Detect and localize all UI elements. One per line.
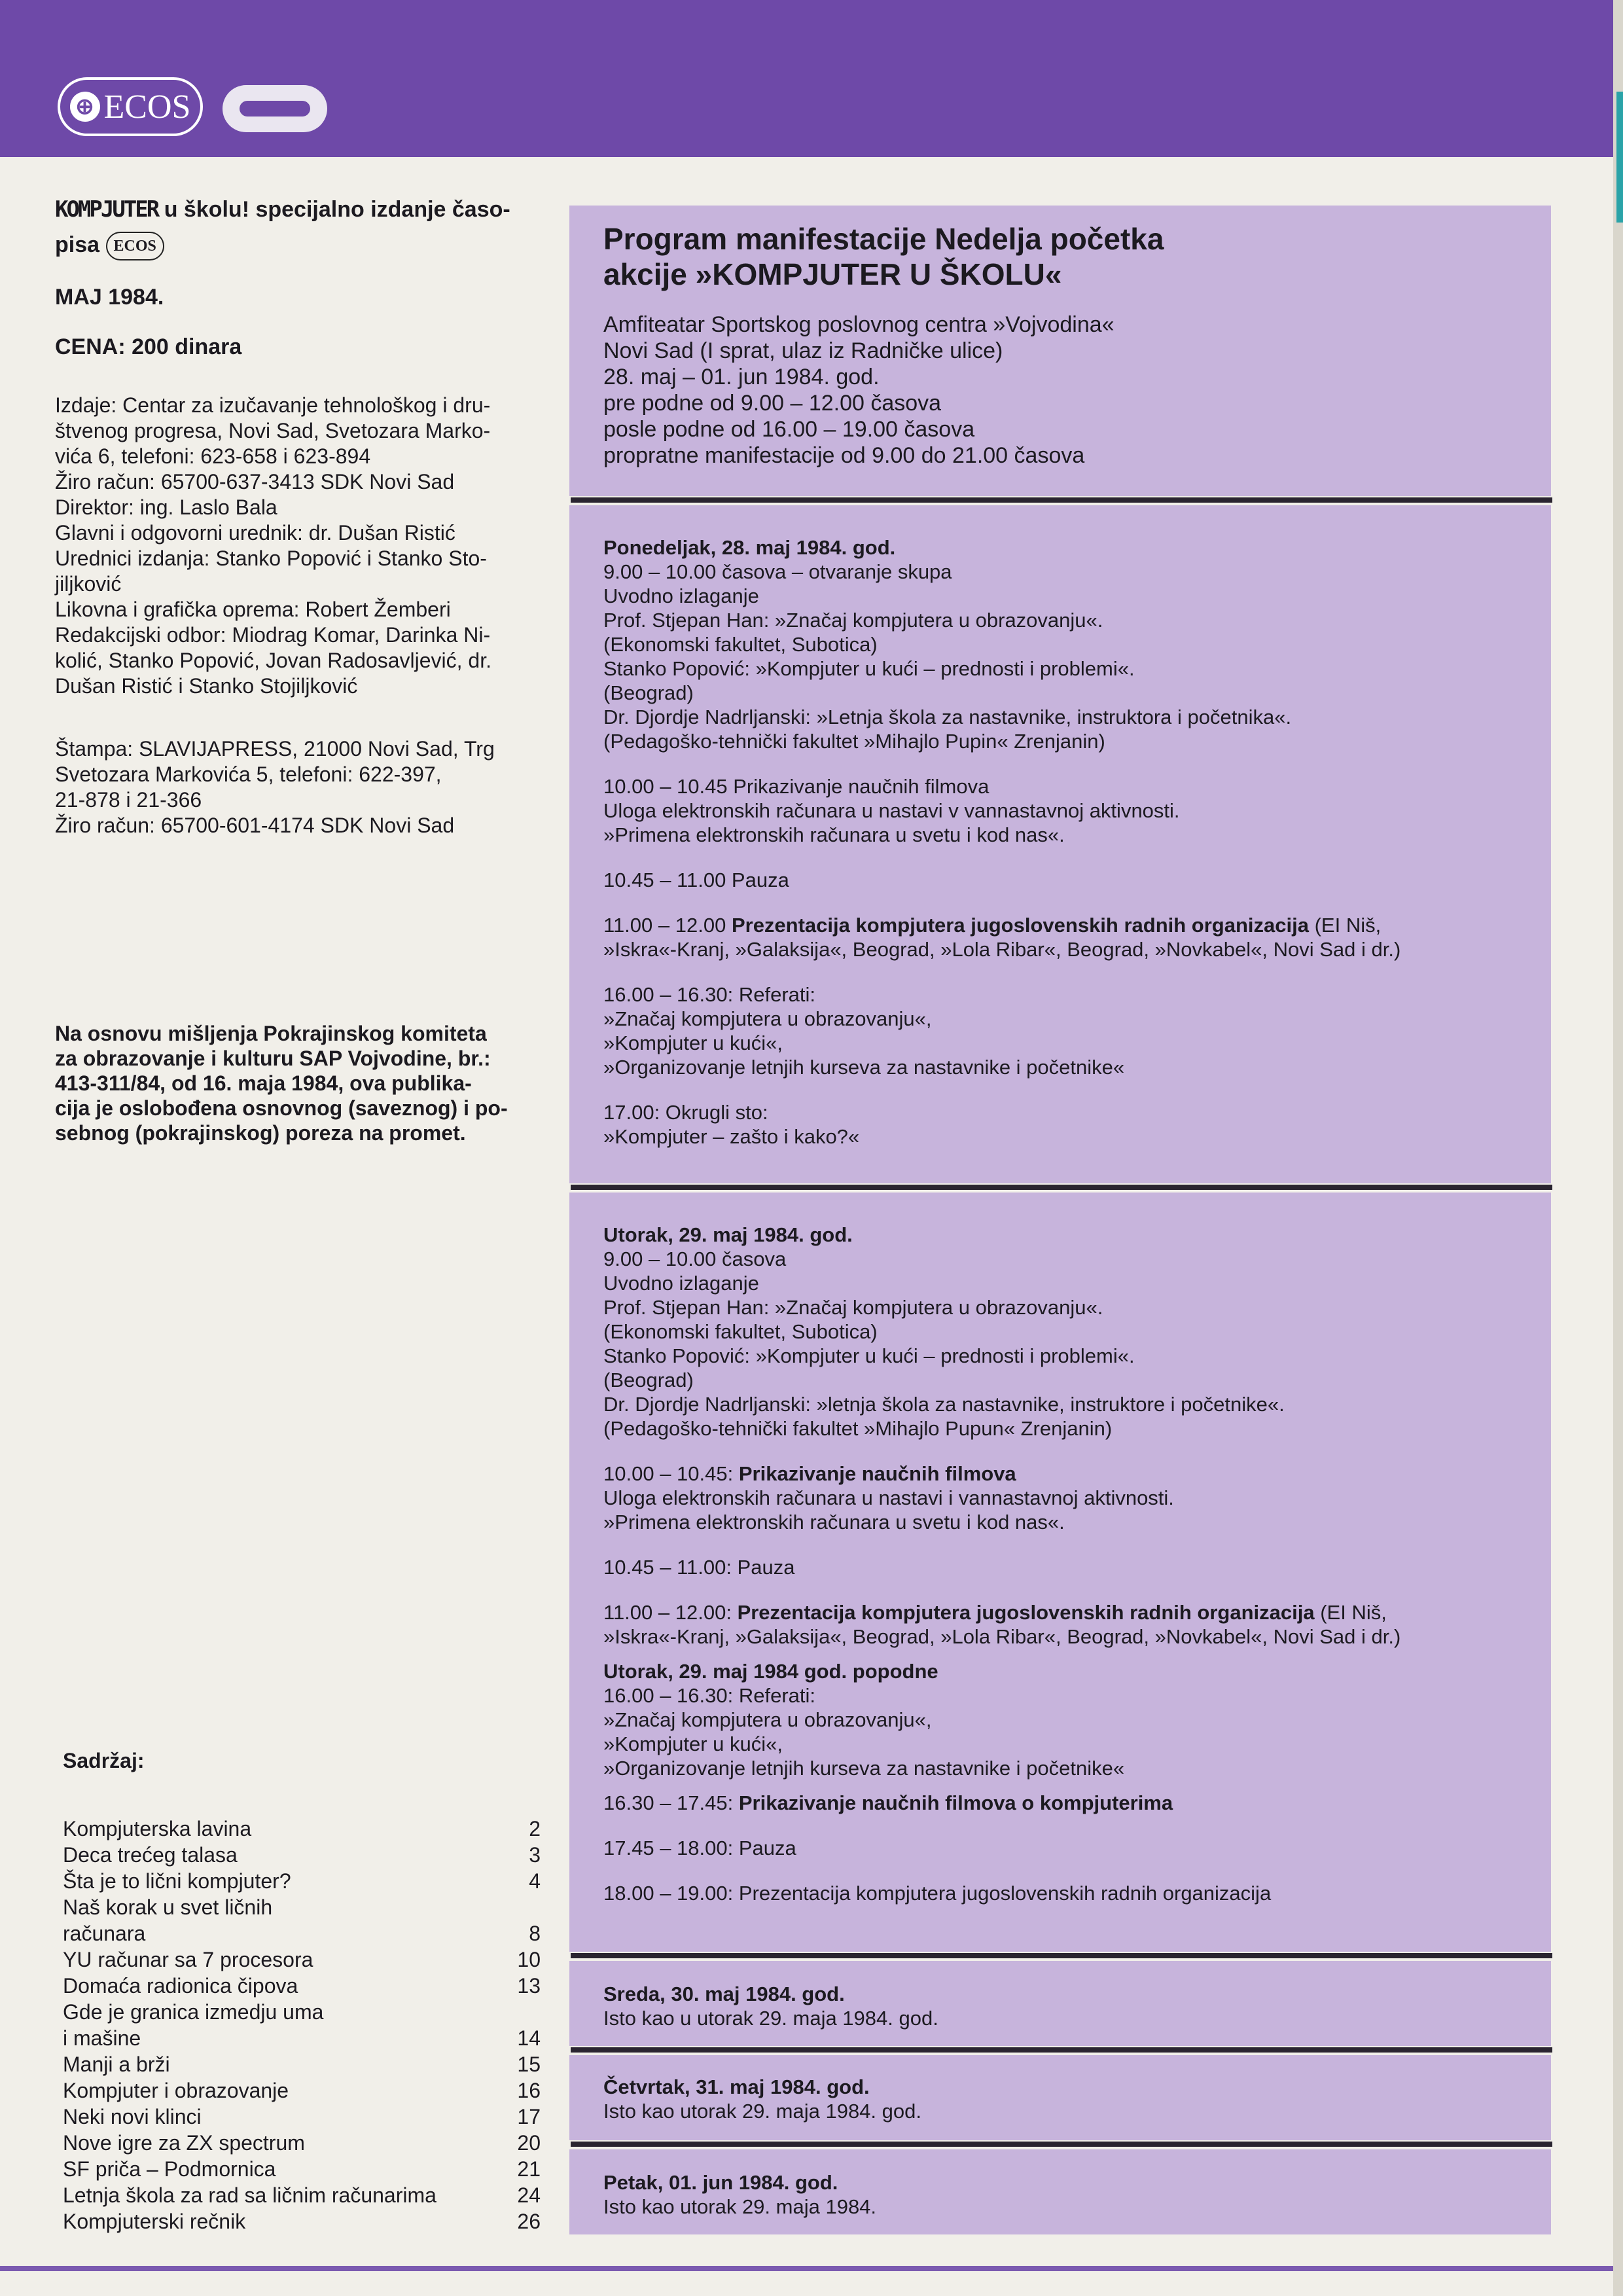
monday-panel <box>569 505 1551 1183</box>
imprint-line: Direktor: ing. Laslo Bala <box>55 495 277 519</box>
venue-line: propratne manifestacije od 9.00 do 21.00 časova <box>603 443 1085 468</box>
page-edge <box>1613 0 1623 2296</box>
wednesday-panel <box>569 1961 1551 2046</box>
venue-line: Amfiteatar Sportskog poslovnog centra »Vojvodina« <box>603 312 1115 337</box>
monday-heading: Ponedeljak, 28. maj 1984. god. <box>603 536 896 559</box>
schedule-line: 16.00 – 16.30: Referati: <box>603 1684 816 1707</box>
program-title: Program manifestacije Nedelja početka <box>603 222 1164 256</box>
schedule-line: Uvodno izlaganje <box>603 1272 759 1295</box>
friday-heading: Petak, 01. jun 1984. god. <box>603 2171 838 2194</box>
schedule-line: Stanko Popović: »Kompjuter u kući – prednosti i problemi«. <box>603 1344 1135 1367</box>
tax-note-line: sebnog (pokrajinskog) poreza na promet. <box>55 1121 466 1145</box>
schedule-line: (Beograd) <box>603 1369 694 1391</box>
schedule-line: Isto kao utorak 29. maja 1984. god. <box>603 2100 921 2123</box>
tax-note-line: za obrazovanje i kulturu SAP Vojvodine, br.: <box>55 1047 491 1070</box>
schedule-line: Prof. Stjepan Han: »Značaj kompjutera u obrazovanju«. <box>603 1296 1103 1319</box>
toc-title: Kompjuterski rečnik <box>63 2210 246 2233</box>
schedule-line: Uloga elektronskih računara u nastavi i vannastavnoj aktivnosti. <box>603 1486 1174 1509</box>
toc-page: 2 <box>529 1817 541 1840</box>
toc-row <box>63 2208 541 2234</box>
toc-row <box>63 1894 541 1920</box>
toc-page: 16 <box>517 2079 541 2102</box>
masthead-intro <box>55 196 539 223</box>
toc-row <box>63 2182 541 2208</box>
schedule-line: »Iskra«-Kranj, »Galaksija«, Beograd, »Lola Ribar«, Beograd, »Novkabel«, Novi Sad i dr.) <box>603 938 1401 961</box>
tuesday-heading: Utorak, 29. maj 1984. god. <box>603 1223 853 1246</box>
imprint-line: jiljković <box>55 572 122 596</box>
toc-row <box>63 1842 541 1868</box>
schedule-line: 10.45 – 11.00 Pauza <box>603 869 789 891</box>
toc-title: Naš korak u svet ličnih <box>63 1895 273 1919</box>
toc-heading: Sadržaj: <box>63 1749 145 1772</box>
tuesday-afternoon-heading: Utorak, 29. maj 1984 god. popodne <box>603 1660 938 1683</box>
section-divider <box>571 2142 1552 2147</box>
toc-title: Kompjuter i obrazovanje <box>63 2079 289 2102</box>
schedule-line: Isto kao utorak 29. maja 1984. <box>603 2195 877 2218</box>
ecos-logo <box>58 77 203 136</box>
masthead <box>55 196 539 360</box>
toc-page: 8 <box>529 1922 541 1945</box>
toc-page: 4 <box>529 1869 541 1893</box>
schedule-line: »Kompjuter u kući«, <box>603 1732 783 1755</box>
toc-title: Letnja škola za rad sa ličnim računarima <box>63 2183 437 2207</box>
section-divider <box>571 1185 1552 1190</box>
issue-date: MAJ 1984. <box>55 285 164 310</box>
toc-title: YU računar sa 7 procesora <box>63 1948 313 1971</box>
print-block <box>55 736 539 838</box>
imprint-line: Dušan Ristić i Stanko Stojiljković <box>55 674 358 698</box>
toc-row <box>63 1999 541 2025</box>
toc-page: 15 <box>517 2053 541 2076</box>
toc-row <box>63 2025 541 2051</box>
toc-row <box>63 2130 541 2156</box>
ecos-mini-logo: ECOS <box>106 232 164 260</box>
schedule-line: »Organizovanje letnjih kurseva za nastavnike i početnike« <box>603 1056 1125 1079</box>
imprint-line: Urednici izdanja: Stanko Popović i Stanko Sto- <box>55 547 487 570</box>
venue-line: posle podne od 16.00 – 19.00 časova <box>603 417 975 442</box>
schedule-line: 17.00: Okrugli sto: <box>603 1101 768 1124</box>
presentation-line: 11.00 – 12.00: Prezentacija kompjutera jugoslovenskih radnih organizacija (EI Niš, <box>603 1601 1387 1624</box>
toc-row <box>63 2077 541 2104</box>
schedule-line: »Primena elektronskih računara u svetu i kod nas«. <box>603 1511 1065 1534</box>
films-line: 10.00 – 10.45: Prikazivanje naučnih filmova <box>603 1462 1016 1485</box>
schedule-line: (Ekonomski fakultet, Subotica) <box>603 633 878 656</box>
toc-title: i mašine <box>63 2026 141 2050</box>
program-title-2: akcije »KOMPJUTER U ŠKOLU« <box>603 257 1062 291</box>
footer-rule <box>0 2266 1613 2271</box>
imprint-line: Likovna i grafička oprema: Robert Žemberi <box>55 598 451 621</box>
globe-icon: ⊕ <box>70 92 100 122</box>
toc-page: 26 <box>517 2210 541 2233</box>
schedule-line: 9.00 – 10.00 časova <box>603 1247 787 1270</box>
schedule-line: Uloga elektronskih računara u nastavi v vannastavnoj aktivnosti. <box>603 799 1180 822</box>
schedule-line: 9.00 – 10.00 časova – otvaranje skupa <box>603 560 952 583</box>
toc-row <box>63 2104 541 2130</box>
schedule-line: »Značaj kompjutera u obrazovanju«, <box>603 1007 932 1030</box>
toc-page: 10 <box>517 1948 541 1971</box>
toc-title: Kompjuterska lavina <box>63 1817 252 1840</box>
toc-title: Nove igre za ZX spectrum <box>63 2131 305 2155</box>
page-edge-tab <box>1616 92 1623 223</box>
schedule-line: »Primena elektronskih računara u svetu i kod nas«. <box>603 823 1065 846</box>
schedule-line: (Pedagoško-tehnički fakultet »Mihajlo Pupun« Zrenjanin) <box>603 1417 1113 1440</box>
toc-page: 14 <box>517 2026 541 2050</box>
toc-title: Gde je granica izmedju uma <box>63 2000 324 2024</box>
print-line: Svetozara Markovića 5, telefoni: 622-397, <box>55 762 442 786</box>
toc-page: 3 <box>529 1843 541 1867</box>
imprint-line: Izdaje: Centar za izučavanje tehnološkog i dru- <box>55 393 491 417</box>
ecos-logo-text: ECOS <box>103 88 191 126</box>
print-line: 21-878 i 21-366 <box>55 788 202 812</box>
print-line: Štampa: SLAVIJAPRESS, 21000 Novi Sad, Trg <box>55 737 495 761</box>
toc-title: Deca trećeg talasa <box>63 1843 238 1867</box>
schedule-line: »Kompjuter u kući«, <box>603 1031 783 1054</box>
kompjuter-logo: KOMPJUTER <box>55 196 158 223</box>
section-divider <box>571 497 1552 503</box>
friday-panel <box>569 2149 1551 2234</box>
toc-page: 20 <box>517 2131 541 2155</box>
imprint-line: Redakcijski odbor: Miodrag Komar, Darinka Ni- <box>55 623 491 647</box>
print-line: Žiro račun: 65700-601-4174 SDK Novi Sad <box>55 814 455 837</box>
schedule-line: »Značaj kompjutera u obrazovanju«, <box>603 1708 932 1731</box>
toc-title: Neki novi klinci <box>63 2105 202 2128</box>
program-header-panel <box>569 206 1551 496</box>
toc-page: 21 <box>517 2157 541 2181</box>
toc-title: Šta je to lični kompjuter? <box>63 1869 291 1893</box>
tax-note-line: 413-311/84, od 16. maja 1984, ova publika- <box>55 1071 472 1095</box>
schedule-line: »Organizovanje letnjih kurseva za nastavnike i početnike« <box>603 1757 1125 1780</box>
tax-note <box>55 1021 539 1145</box>
imprint-line: Žiro račun: 65700-637-3413 SDK Novi Sad <box>55 470 455 493</box>
toc-row <box>63 1816 541 1842</box>
imprint-line: Glavni i odgovorni urednik: dr. Dušan Ristić <box>55 521 455 545</box>
imprint-line: vića 6, telefoni: 623-658 i 623-894 <box>55 444 371 468</box>
imprint-line: kolić, Stanko Popović, Jovan Radosavljević, dr. <box>55 649 491 672</box>
section-divider <box>571 1953 1552 1958</box>
tax-note-line: cija je oslobođena osnovnog (saveznog) i po- <box>55 1096 508 1120</box>
schedule-line: (Beograd) <box>603 681 694 704</box>
toc-title: Manji a brži <box>63 2053 170 2076</box>
schedule-line: Dr. Djordje Nadrljanski: »Letnja škola za nastavnike, instruktora i početnika«. <box>603 706 1292 728</box>
toc-page: 13 <box>517 1974 541 1998</box>
section-divider <box>571 2047 1552 2053</box>
toc-title: SF priča – Podmornica <box>63 2157 276 2181</box>
schedule-line: Uvodno izlaganje <box>603 584 759 607</box>
schedule-line: 17.45 – 18.00: Pauza <box>603 1837 796 1859</box>
toc-row <box>63 1868 541 1894</box>
schedule-line: Stanko Popović: »Kompjuter u kući – prednosti i problemi«. <box>603 657 1135 680</box>
toc-page: 24 <box>517 2183 541 2207</box>
schedule-line: 16.00 – 16.30: Referati: <box>603 983 816 1006</box>
schedule-line: 10.45 – 11.00: Pauza <box>603 1556 795 1579</box>
toc-row <box>63 1920 541 1946</box>
schedule-line: (Ekonomski fakultet, Subotica) <box>603 1320 878 1343</box>
schedule-line: »Iskra«-Kranj, »Galaksija«, Beograd, »Lola Ribar«, Beograd, »Novkabel«, Novi Sad i dr.) <box>603 1625 1401 1648</box>
films-line: 16.30 – 17.45: Prikazivanje naučnih filmova o kompjuterima <box>603 1791 1173 1814</box>
presentation-line: 11.00 – 12.00 Prezentacija kompjutera jugoslovenskih radnih organizacija (EI Niš, <box>603 914 1382 937</box>
sd-logo <box>219 79 331 139</box>
thursday-heading: Četvrtak, 31. maj 1984. god. <box>603 2075 870 2098</box>
masthead-intro-2 <box>55 232 539 260</box>
issue-price: CENA: 200 dinara <box>55 334 242 360</box>
schedule-line: Prof. Stjepan Han: »Značaj kompjutera u obrazovanju«. <box>603 609 1103 632</box>
toc-title: računara <box>63 1922 146 1945</box>
venue-line: pre podne od 9.00 – 12.00 časova <box>603 391 942 416</box>
schedule-line: »Kompjuter – zašto i kako?« <box>603 1125 860 1148</box>
imprint-line: štvenog progresa, Novi Sad, Svetozara Marko- <box>55 419 491 442</box>
toc-page <box>501 1999 541 2025</box>
toc-page <box>501 1894 541 1920</box>
toc-list <box>63 1816 541 2234</box>
toc-row <box>63 1946 541 1973</box>
toc-row <box>63 2156 541 2182</box>
schedule-line: 18.00 – 19.00: Prezentacija kompjutera jugoslovenskih radnih organizacija <box>603 1882 1272 1905</box>
wednesday-heading: Sreda, 30. maj 1984. god. <box>603 1982 845 2005</box>
table-of-contents <box>63 1748 541 2234</box>
masthead-intro-text-2: pisa <box>55 232 100 257</box>
venue-line: Novi Sad (I sprat, ulaz iz Radničke ulice) <box>603 338 1003 363</box>
venue-line: 28. maj – 01. jun 1984. god. <box>603 365 880 389</box>
schedule-line: 10.00 – 10.45 Prikazivanje naučnih filmova <box>603 775 990 798</box>
schedule-line: Isto kao u utorak 29. maja 1984. god. <box>603 2007 938 2030</box>
tuesday-panel <box>569 1193 1551 1952</box>
thursday-panel <box>569 2055 1551 2140</box>
toc-title: Domaća radionica čipova <box>63 1974 298 1998</box>
schedule-line: Dr. Djordje Nadrljanski: »letnja škola za nastavnike, instruktore i početnike«. <box>603 1393 1285 1416</box>
imprint-block <box>55 393 539 699</box>
toc-page: 17 <box>517 2105 541 2128</box>
tax-note-line: Na osnovu mišljenja Pokrajinskog komiteta <box>55 1022 487 1045</box>
schedule-line: (Pedagoško-tehnički fakultet »Mihajlo Pupin« Zrenjanin) <box>603 730 1105 753</box>
masthead-intro-text: u školu! specijalno izdanje časo- <box>164 197 510 222</box>
toc-row <box>63 2051 541 2077</box>
toc-row <box>63 1973 541 1999</box>
